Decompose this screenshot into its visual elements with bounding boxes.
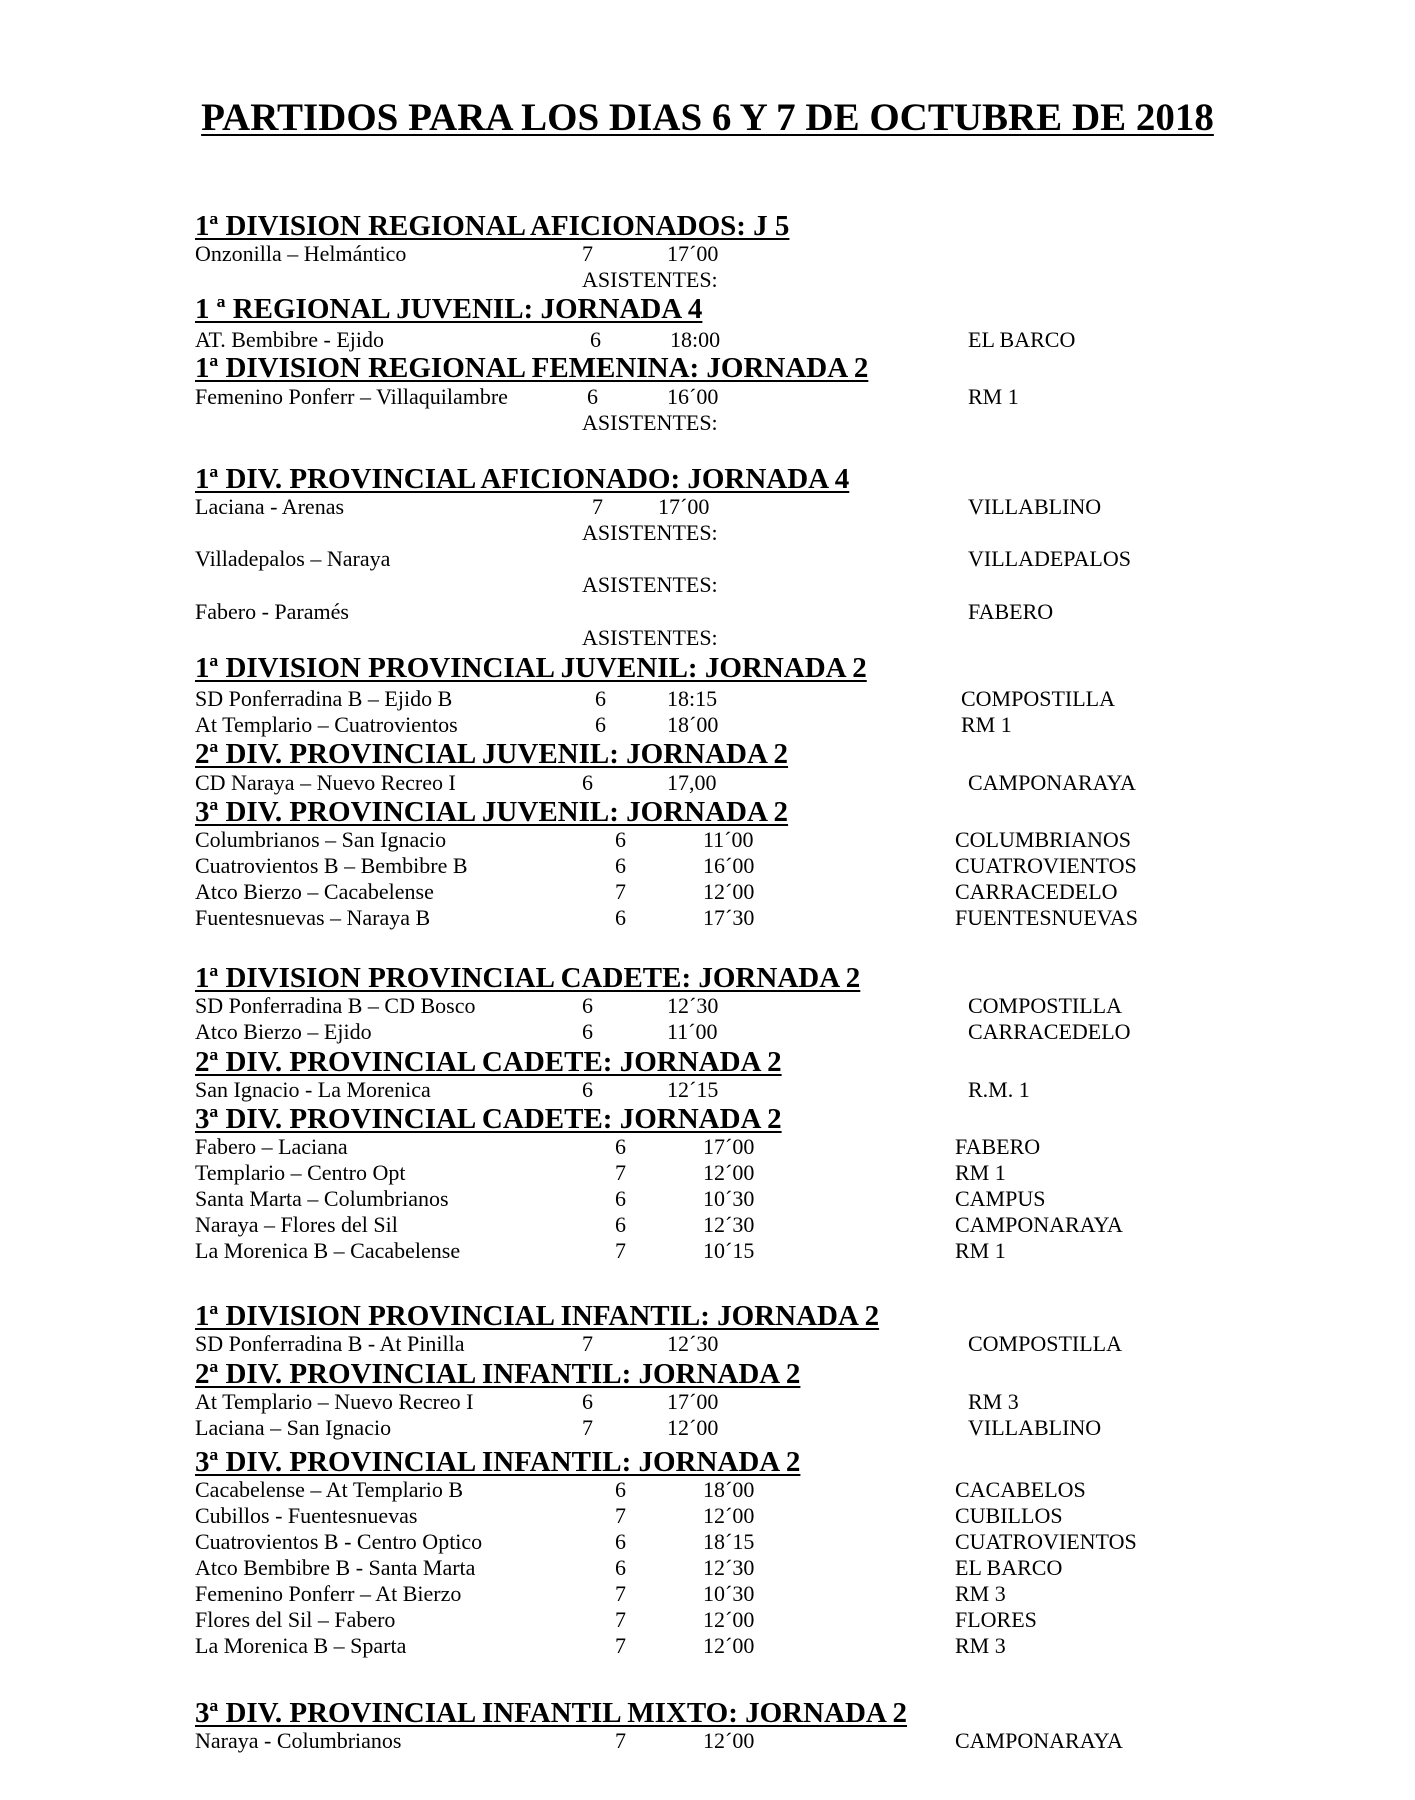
match-time: 18´15 xyxy=(703,1529,755,1554)
match-teams: San Ignacio - La Morenica xyxy=(195,1077,431,1102)
section-heading: 3ª DIV. PROVINCIAL CADETE: JORNADA 2 xyxy=(195,1103,782,1135)
section-heading: 1ª DIVISION REGIONAL FEMENINA: JORNADA 2 xyxy=(195,352,869,384)
match-venue: CARRACEDELO xyxy=(968,1019,1131,1044)
match-time: 11´00 xyxy=(703,827,754,852)
match-teams: La Morenica B – Sparta xyxy=(195,1633,407,1658)
match-day: 6 xyxy=(615,1134,626,1159)
match-day: 6 xyxy=(615,853,626,878)
match-venue: RM 1 xyxy=(961,712,1012,737)
match-time: 12´00 xyxy=(703,1633,755,1658)
match-venue: CUATROVIENTOS xyxy=(955,1529,1137,1554)
match-venue: EL BARCO xyxy=(955,1555,1063,1580)
match-time: 12´00 xyxy=(703,1607,755,1632)
match-teams: Laciana – San Ignacio xyxy=(195,1415,392,1440)
section-heading: 3ª DIV. PROVINCIAL INFANTIL MIXTO: JORNADA 2 xyxy=(195,1697,908,1729)
match-teams: Atco Bierzo – Cacabelense xyxy=(195,879,434,904)
match-time: 12´30 xyxy=(703,1212,755,1237)
match-time: 18´00 xyxy=(703,1477,755,1502)
match-venue: CUATROVIENTOS xyxy=(955,853,1137,878)
match-teams: Femenino Ponferr – Villaquilambre xyxy=(195,384,508,409)
match-teams: La Morenica B – Cacabelense xyxy=(195,1238,461,1263)
match-time: 12´30 xyxy=(667,993,719,1018)
match-teams: Fabero – Laciana xyxy=(195,1134,348,1159)
match-teams: SD Ponferradina B – CD Bosco xyxy=(195,993,476,1018)
match-teams: Villadepalos – Naraya xyxy=(195,546,391,571)
match-time: 17´00 xyxy=(667,1389,719,1414)
match-venue: CUBILLOS xyxy=(955,1503,1063,1528)
match-venue: RM 1 xyxy=(955,1160,1006,1185)
match-teams: Flores del Sil – Fabero xyxy=(195,1607,396,1632)
match-time: 16´00 xyxy=(667,384,719,409)
match-venue: FABERO xyxy=(955,1134,1041,1159)
match-venue: RM 3 xyxy=(955,1581,1006,1606)
match-day: 7 xyxy=(592,494,603,519)
section-heading: 1ª DIVISION PROVINCIAL JUVENIL: JORNADA 2 xyxy=(195,652,867,684)
match-venue: RM 3 xyxy=(955,1633,1006,1658)
section-heading: 3ª DIV. PROVINCIAL INFANTIL: JORNADA 2 xyxy=(195,1446,801,1478)
match-time: 17´00 xyxy=(667,241,719,266)
match-day: 7 xyxy=(615,1160,626,1185)
match-day: 6 xyxy=(615,1529,626,1554)
match-day: 6 xyxy=(582,1389,593,1414)
match-teams: Femenino Ponferr – At Bierzo xyxy=(195,1581,462,1606)
match-day: 6 xyxy=(590,327,601,352)
match-venue: VILLABLINO xyxy=(968,1415,1102,1440)
match-time: 17´00 xyxy=(703,1134,755,1159)
match-teams: Cuatrovientos B – Bembibre B xyxy=(195,853,468,878)
match-day: 7 xyxy=(582,1415,593,1440)
match-day: 6 xyxy=(587,384,598,409)
match-teams: SD Ponferradina B - At Pinilla xyxy=(195,1331,465,1356)
match-day: 7 xyxy=(615,1607,626,1632)
match-venue: R.M. 1 xyxy=(968,1077,1030,1102)
section-heading: 1 ª REGIONAL JUVENIL: JORNADA 4 xyxy=(195,293,703,325)
match-teams: CD Naraya – Nuevo Recreo I xyxy=(195,770,456,795)
match-time: 12´00 xyxy=(667,1415,719,1440)
match-day: 7 xyxy=(582,1331,593,1356)
match-teams: SD Ponferradina B – Ejido B xyxy=(195,686,453,711)
section-heading: 3ª DIV. PROVINCIAL JUVENIL: JORNADA 2 xyxy=(195,796,789,828)
match-day: 6 xyxy=(595,686,606,711)
match-day: 6 xyxy=(582,993,593,1018)
match-teams: Columbrianos – San Ignacio xyxy=(195,827,447,852)
asistentes-label: ASISTENTES: xyxy=(582,625,718,650)
match-day: 7 xyxy=(615,1633,626,1658)
match-teams: Fabero - Paramés xyxy=(195,599,349,624)
match-venue: RM 3 xyxy=(968,1389,1019,1414)
match-time: 12´00 xyxy=(703,1503,755,1528)
match-teams: Templario – Centro Opt xyxy=(195,1160,406,1185)
match-teams: At Templario – Nuevo Recreo I xyxy=(195,1389,474,1414)
match-time: 16´00 xyxy=(703,853,755,878)
match-teams: Cubillos - Fuentesnuevas xyxy=(195,1503,418,1528)
match-time: 10´15 xyxy=(703,1238,755,1263)
match-day: 7 xyxy=(615,1238,626,1263)
match-day: 7 xyxy=(615,1503,626,1528)
match-venue: RM 1 xyxy=(968,384,1019,409)
match-teams: Santa Marta – Columbrianos xyxy=(195,1186,449,1211)
match-venue: CARRACEDELO xyxy=(955,879,1118,904)
match-venue: FUENTESNUEVAS xyxy=(955,905,1138,930)
match-venue: VILLABLINO xyxy=(968,494,1102,519)
asistentes-label: ASISTENTES: xyxy=(582,267,718,292)
match-time: 12´00 xyxy=(703,1160,755,1185)
match-time: 10´30 xyxy=(703,1581,755,1606)
match-day: 6 xyxy=(615,1186,626,1211)
match-teams: Naraya – Flores del Sil xyxy=(195,1212,398,1237)
match-day: 6 xyxy=(582,1019,593,1044)
section-heading: 1ª DIVISION PROVINCIAL CADETE: JORNADA 2 xyxy=(195,962,861,994)
match-day: 6 xyxy=(582,770,593,795)
section-heading: 2ª DIV. PROVINCIAL JUVENIL: JORNADA 2 xyxy=(195,738,789,770)
match-time: 12´30 xyxy=(667,1331,719,1356)
match-time: 17´30 xyxy=(703,905,755,930)
match-teams: Atco Bierzo – Ejido xyxy=(195,1019,372,1044)
match-teams: Onzonilla – Helmántico xyxy=(195,241,407,266)
match-time: 17,00 xyxy=(667,770,717,795)
match-time: 10´30 xyxy=(703,1186,755,1211)
match-venue: VILLADEPALOS xyxy=(968,546,1131,571)
section-heading: 1ª DIV. PROVINCIAL AFICIONADO: JORNADA 4 xyxy=(195,463,850,495)
match-teams: Laciana - Arenas xyxy=(195,494,345,519)
match-day: 7 xyxy=(615,1728,626,1753)
match-venue: CAMPUS xyxy=(955,1186,1046,1211)
match-time: 17´00 xyxy=(658,494,710,519)
match-venue: FABERO xyxy=(968,599,1054,624)
match-teams: Cacabelense – At Templario B xyxy=(195,1477,464,1502)
match-day: 6 xyxy=(595,712,606,737)
match-day: 7 xyxy=(582,241,593,266)
match-venue: COMPOSTILLA xyxy=(961,686,1116,711)
match-venue: FLORES xyxy=(955,1607,1037,1632)
match-time: 12´15 xyxy=(667,1077,719,1102)
match-day: 6 xyxy=(615,1477,626,1502)
section-heading: 2ª DIV. PROVINCIAL CADETE: JORNADA 2 xyxy=(195,1046,782,1078)
match-venue: COMPOSTILLA xyxy=(968,1331,1123,1356)
match-teams: At Templario – Cuatrovientos xyxy=(195,712,458,737)
match-day: 6 xyxy=(582,1077,593,1102)
match-time: 12´30 xyxy=(703,1555,755,1580)
match-venue: CAMPONARAYA xyxy=(955,1728,1123,1753)
match-time: 18´00 xyxy=(667,712,719,737)
match-time: 11´00 xyxy=(667,1019,718,1044)
match-time: 12´00 xyxy=(703,1728,755,1753)
section-heading: 1ª DIVISION REGIONAL AFICIONADOS: J 5 xyxy=(195,210,790,242)
match-teams: Cuatrovientos B - Centro Optico xyxy=(195,1529,483,1554)
match-time: 18:00 xyxy=(670,327,721,352)
match-time: 18:15 xyxy=(667,686,718,711)
match-day: 6 xyxy=(615,905,626,930)
section-heading: 2ª DIV. PROVINCIAL INFANTIL: JORNADA 2 xyxy=(195,1358,801,1390)
match-teams: AT. Bembibre - Ejido xyxy=(195,327,384,352)
match-venue: CACABELOS xyxy=(955,1477,1086,1502)
match-teams: Fuentesnuevas – Naraya B xyxy=(195,905,431,930)
asistentes-label: ASISTENTES: xyxy=(582,410,718,435)
match-venue: COMPOSTILLA xyxy=(968,993,1123,1018)
page-title: PARTIDOS PARA LOS DIAS 6 Y 7 DE OCTUBRE DE 2018 xyxy=(201,96,1214,139)
match-venue: CAMPONARAYA xyxy=(968,770,1136,795)
match-venue: RM 1 xyxy=(955,1238,1006,1263)
match-teams: Atco Bembibre B - Santa Marta xyxy=(195,1555,476,1580)
match-teams: Naraya - Columbrianos xyxy=(195,1728,402,1753)
match-venue: COLUMBRIANOS xyxy=(955,827,1132,852)
match-venue: CAMPONARAYA xyxy=(955,1212,1123,1237)
asistentes-label: ASISTENTES: xyxy=(582,572,718,597)
asistentes-label: ASISTENTES: xyxy=(582,520,718,545)
match-day: 7 xyxy=(615,1581,626,1606)
section-heading: 1ª DIVISION PROVINCIAL INFANTIL: JORNADA 2 xyxy=(195,1300,880,1332)
match-venue: EL BARCO xyxy=(968,327,1076,352)
match-day: 6 xyxy=(615,827,626,852)
match-time: 12´00 xyxy=(703,879,755,904)
match-day: 7 xyxy=(615,879,626,904)
match-day: 6 xyxy=(615,1212,626,1237)
match-day: 6 xyxy=(615,1555,626,1580)
